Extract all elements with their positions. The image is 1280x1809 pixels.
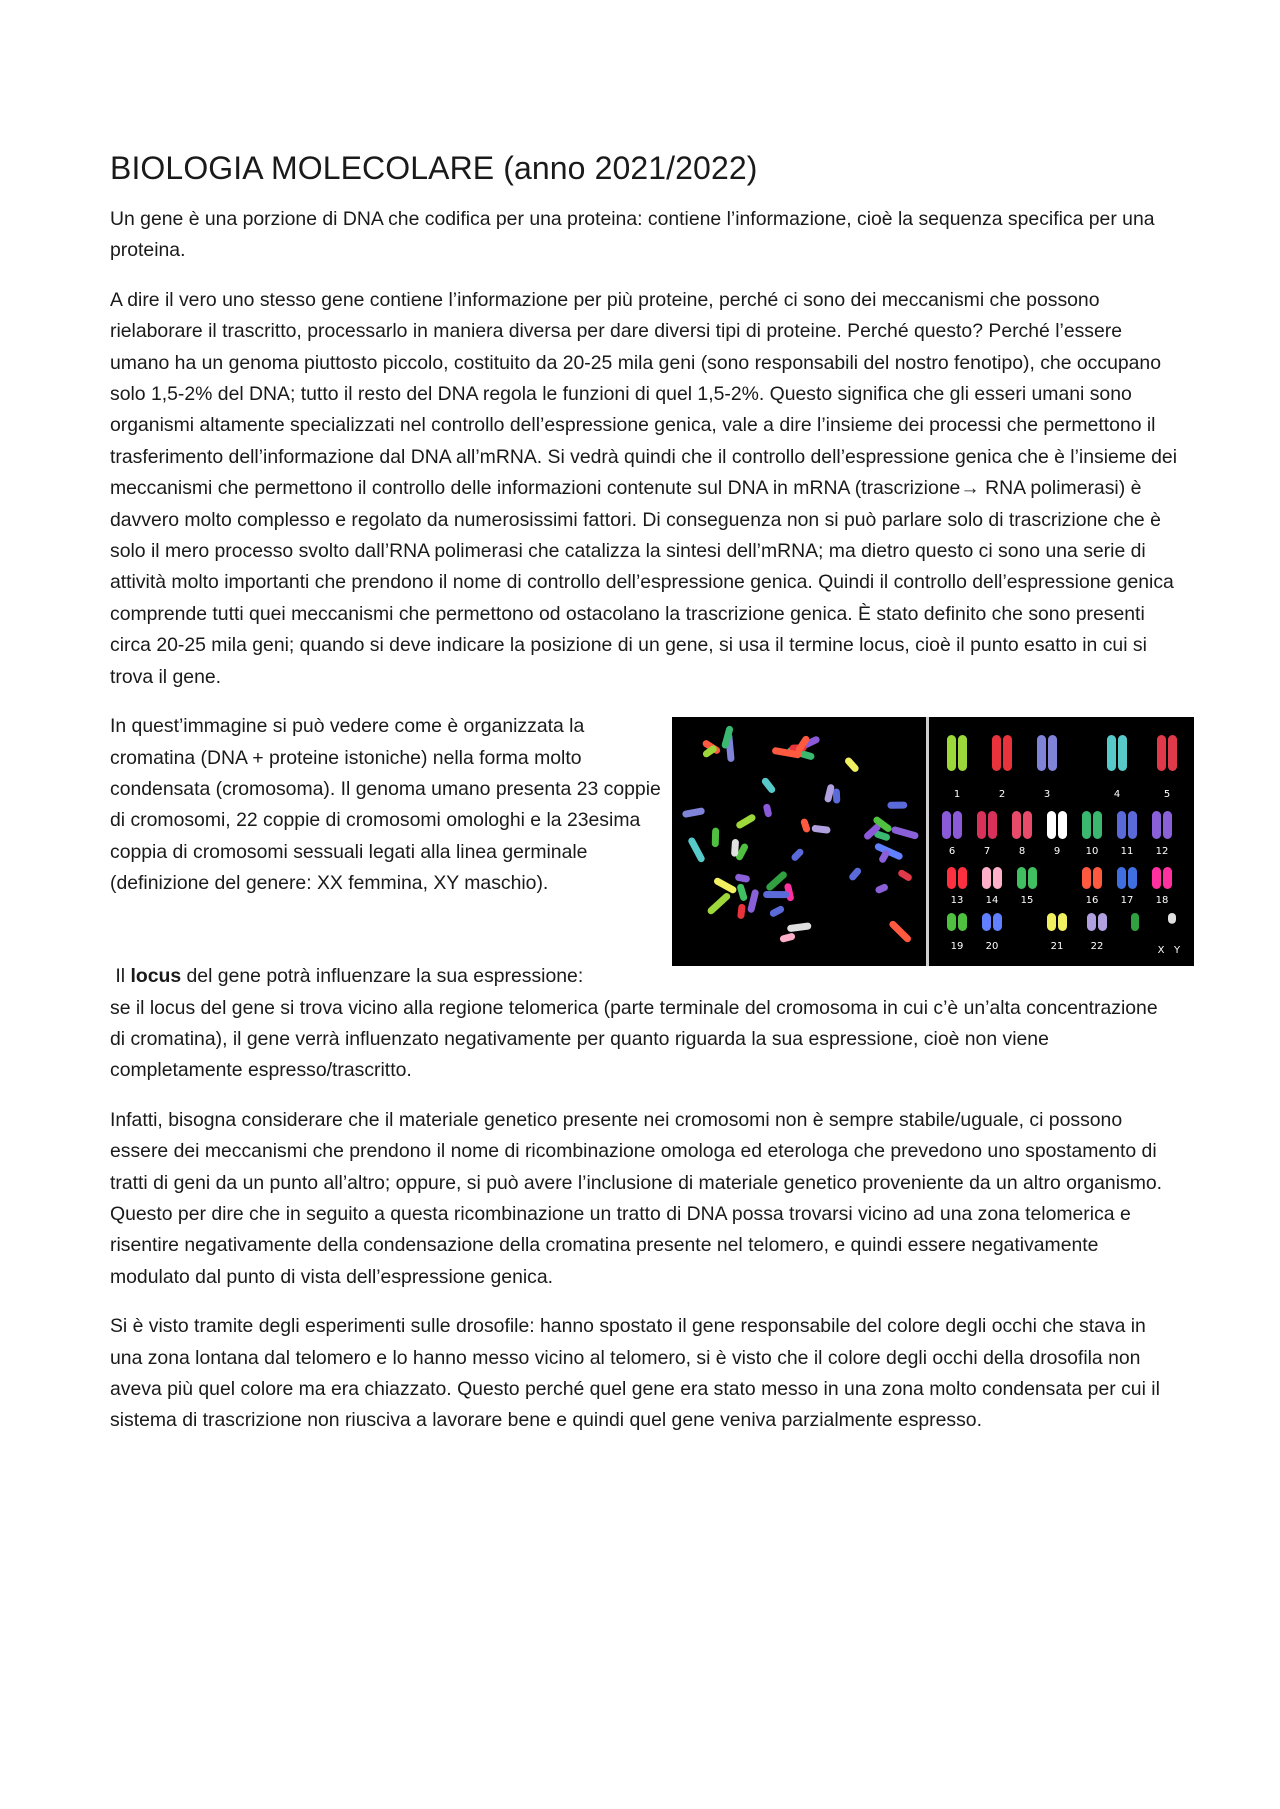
karyogram-chromosome [1087,913,1096,931]
karyogram-chromosome [1082,811,1091,839]
karyogram-label: 5 [1163,789,1171,801]
karyogram-chromosome [988,811,997,839]
spread-chromosome [713,877,738,895]
karyogram-label: 1 [953,789,961,801]
karyogram-chromosome [1093,867,1102,889]
spread-chromosome [737,904,746,920]
spread-chromosome [735,813,757,830]
karyogram-chromosome [947,867,956,889]
karyogram-chromosome [1012,811,1021,839]
spread-chromosome [844,756,860,773]
spread-chromosome [735,873,751,883]
karyogram-chromosome [953,811,962,839]
karyogram-chromosome [958,867,967,889]
spread-chromosome [897,869,913,883]
karyogram-chromosome [977,811,986,839]
paragraph-expression-control: A dire il vero uno stesso gene contiene l’informazione per più proteine, perché ci sono dei meccanismi che possono rielaborare il trascritto, processarlo in maniera diversa per dare diversi tipi di proteine. Perché questo? Perché l’essere umano ha un genoma piuttosto piccolo, costituito da 20-25 mila geni (sono responsabili del nostro fenotipo), che occupano solo 1,5-2% del DNA; tutto il resto del DNA regola le funzioni di quel 1,5-2%. Questo significa che gli esseri umani sono organismi altamente specializzati nel controllo dell’espressione genica, vale a dire l’insieme dei processi che permettono il trasferimento dell’informazione dal DNA all’mRNA. Si vedrà quindi che il controllo dell’espressione genica che è l’insieme dei meccanismi che permettono il controllo delle informazioni contenute sul DNA in mRNA (trascrizione→ RNA polimerasi) è davvero molto complesso e regolato da numerosissimi fattori. Di conseguenza non si può parlare solo di trascrizione che è solo il mero processo svolto dall’RNA polimerasi che catalizza la sintesi dell’mRNA; ma dietro questo ci sono una serie di attività molto importanti che prendono il nome di controllo dell’espressione genica. Quindi il controllo dell’espressione genica comprende tutti quei meccanismi che permettono od ostacolano la trascrizione genica. È stato definito che sono presenti circa 20-25 mila geni; quando si deve indicare la posizione di un gene, si usa il termine locus, cioè il punto esatto in cui si trova il gene. [110,288,1178,688]
karyogram-chromosome [1017,867,1026,889]
karyogram-label: 19 [950,941,964,953]
karyogram-chromosome [947,735,956,771]
karyogram-label: Y [1173,945,1181,957]
karyogram-chromosome [1082,867,1091,889]
karyogram-chromosome [1003,735,1012,771]
spread-chromosome [848,866,863,882]
spread-chromosome [682,807,705,818]
karyogram-chromosome [947,913,956,931]
spread-chromosome [891,826,920,840]
karyogram-label: 15 [1020,895,1034,907]
karyogram-label: 3 [1043,789,1051,801]
karyogram-chromosome [1168,913,1176,924]
karyogram-label: 18 [1155,895,1169,907]
paragraph-recombination: Infatti, bisogna considerare che il materiale genetico presente nei cromosomi non è sempre stabile/uguale, ci possono essere dei meccanismi che prendono il nome di ricombinazione omologa ed eterologa che prevedono uno spostamento di tratti di geni da un punto all’altro; oppure, si può avere l’inclusione di materiale genetico proveniente da un altro organismo. Questo per dire che in seguito a questa ricombinazione un tratto di DNA possa trovarsi vicino ad una zona telomerica e risentire negativamente della condensazione della cromatina presente nel telomero, e quindi essere negativamente modulato dal punto di vista dell’espressione genica. [110,1108,1163,1288]
spread-chromosome [747,889,759,914]
chromatin-section [110,711,1181,961]
karyogram-chromosome [1023,811,1032,839]
karyogram-chromosome [992,735,1001,771]
karyogram-chromosome [1058,913,1067,931]
karyogram-chromosome [1058,811,1067,839]
spread-chromosome [887,802,907,809]
karyogram-label: 11 [1120,846,1134,858]
karyogram-chromosome [1107,735,1116,771]
karyogram-label: 4 [1113,789,1121,801]
karyogram-chromosome [1048,735,1057,771]
spread-chromosome [787,922,812,932]
karyogram-label: 20 [985,941,999,953]
locus-rest: se il locus del gene si trova vicino alla regione telomerica (parte terminale del cromosoma in cui c’è un’alta concentrazione di cromatina), il gene verrà influenzato negativamente per quanto riguarda la sua espressione, cioè non viene completamente espresso/trascritto. [110,996,1158,1082]
karyotype-image [672,717,1194,966]
karyogram-chromosome [1098,913,1107,931]
karyogram-label: 16 [1085,895,1099,907]
karyotype-figure [672,717,1194,966]
karyogram-chromosome [1157,735,1166,771]
spread-chromosome [800,818,811,834]
karyogram-label: 6 [948,846,956,858]
karyogram-chromosome [1128,867,1137,889]
karyogram-label: 17 [1120,895,1134,907]
karyogram-chromosome [1152,867,1161,889]
karyogram-chromosome [942,811,951,839]
karyogram-chromosome [958,913,967,931]
spread-chromosome [790,847,805,862]
spread-chromosome [874,883,889,895]
spread-chromosome [706,892,731,916]
locus-term: locus [130,965,182,988]
spread-chromosome [712,828,720,848]
karyogram-chromosome [1152,811,1161,839]
karyogram-label: 21 [1050,941,1064,953]
karyogram-chromosome [1117,811,1126,839]
spread-chromosome [779,932,796,943]
paragraph-drosophila: Si è visto tramite degli esperimenti sulle drosofile: hanno spostato il gene responsabile del colore degli occhi che stava in una zona lontana dal telomero e lo hanno messo vicino al telomero, si è visto che il colore degli occhi della drosofila non aveva più quel colore ma era chiazzato. Questo perché quel gene era stato messo in una zona molto condensata per cui il sistema di trascrizione non riusciva a lavorare bene e quindi quel gene veniva parzialmente espresso. [110,1315,1160,1432]
spread-chromosome [765,870,788,892]
spread-chromosome [888,920,913,944]
karyogram-chromosome [1117,867,1126,889]
karyogram-chromosome [982,913,991,931]
karyogram-chromosome [1037,735,1046,771]
karyogram-label: 13 [950,895,964,907]
karyogram-chromosome [1028,867,1037,889]
page-title: BIOLOGIA MOLECOLARE (anno 2021/2022) [110,150,758,186]
karyogram-chromosome [993,913,1002,931]
locus-prefix: Il [115,965,131,988]
spread-chromosome [833,788,841,803]
spread-chromosome [811,825,831,834]
spread-chromosome [763,803,773,818]
karyogram-label: 14 [985,895,999,907]
spread-chromosome [874,842,904,861]
karyogram-chromosome [982,867,991,889]
karyogram-label: 12 [1155,846,1169,858]
karyogram-chromosome [1093,811,1102,839]
paragraph-chromatin: In quest’immagine si può vedere come è organizzata la cromatina (DNA + proteine istoniche) nella forma molto condensata (cromosoma). Il genoma umano presenta 23 coppie di cromosomi, 22 coppie di cromosomi omologhi e la 23esima coppia di cromosomi sessuali legati alla linea germinale (definizione del genere: XX femmina, XY maschio). [110,715,661,895]
figure-divider [926,717,929,966]
spread-chromosome [687,836,706,863]
spread-chromosome [769,905,786,918]
spread-chromosome [731,839,739,857]
paragraph-locus [110,961,1178,1087]
paragraph-gene-definition: Un gene è una porzione di DNA che codifica per una proteina: contiene l’informazione, cioè la sequenza specifica per una proteina. [110,208,1155,262]
karyogram-chromosome [1163,867,1172,889]
karyogram-chromosome [993,867,1002,889]
karyogram-chromosome [1163,811,1172,839]
karyogram-chromosome [1131,913,1139,931]
karyogram-label: 22 [1090,941,1104,953]
karyogram-label: X [1157,945,1165,957]
karyogram-label: 2 [998,789,1006,801]
locus-line1: del gene potrà influenzare la sua espressione: [181,965,584,988]
karyogram-label: 9 [1053,846,1061,858]
karyogram-chromosome [1168,735,1177,771]
karyogram-label: 7 [983,846,991,858]
spread-chromosome [763,891,789,898]
karyogram-chromosome [1047,811,1056,839]
karyogram-chromosome [1128,811,1137,839]
karyogram-chromosome [1118,735,1127,771]
karyogram-label: 10 [1085,846,1099,858]
karyogram-chromosome [1047,913,1056,931]
spread-chromosome [760,777,776,795]
karyogram-chromosome [958,735,967,771]
karyogram-label: 8 [1018,846,1026,858]
document-body [110,148,1181,1455]
spread-chromosome [736,883,748,902]
